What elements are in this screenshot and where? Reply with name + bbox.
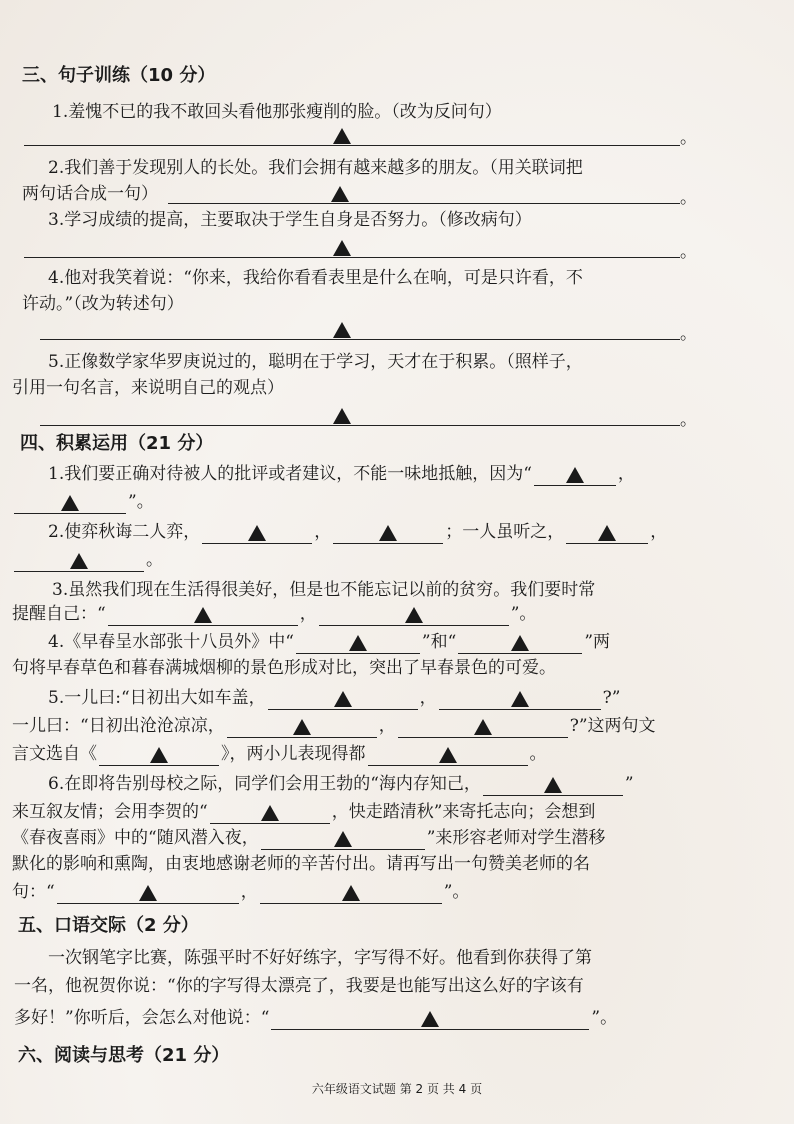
triangle-icon <box>333 322 351 338</box>
q3-2-text-cont: 两句话合成一句） <box>22 184 158 204</box>
q3-2-answer-line[interactable] <box>168 182 680 206</box>
triangle-icon <box>333 240 351 256</box>
q5-para-line3: 多好！”你听后，会怎么对他说：“ ”。 <box>14 1008 618 1028</box>
triangle-icon <box>139 885 157 901</box>
q4-6-blank-5[interactable] <box>260 881 442 904</box>
q4-4-blank-2[interactable] <box>458 631 582 654</box>
q4-5-line3: 言文选自《 》，两小儿表现得都 。 <box>12 744 547 764</box>
triangle-icon <box>61 495 79 511</box>
q4-6-blank-1[interactable] <box>483 773 623 796</box>
q4-6-line1: 6.在即将告别母校之际，同学们会用王勃的“海内存知己， ” <box>48 774 634 794</box>
q3-5-text: 5.正像数学家华罗庚说过的，聪明在于学习，天才在于积累。（照样子， <box>48 352 583 372</box>
triangle-icon <box>333 408 351 424</box>
q5-blank[interactable] <box>271 1007 589 1030</box>
triangle-icon <box>333 128 351 144</box>
q4-6-blank-4[interactable] <box>57 881 239 904</box>
q4-6-line2: 来互叙友情；会用李贺的“ ，快走踏清秋”来寄托志向；会想到 <box>12 802 596 822</box>
q3-1-answer-line[interactable] <box>24 124 680 148</box>
triangle-icon <box>293 719 311 735</box>
section-6-title: 六、阅读与思考（21 分） <box>18 1045 230 1066</box>
triangle-icon <box>150 747 168 763</box>
q4-3-line2: 提醒自己：“ ， ”。 <box>12 604 537 624</box>
q4-3-line1: 3.虽然我们现在生活得很美好，但是也不能忘记以前的贫穷。我们要时常 <box>52 580 596 600</box>
q3-1-text: 1.羞愧不已的我不敢回头看他那张瘦削的脸。（改为反问句） <box>52 102 502 122</box>
exam-page: 三、句子训练（10 分） 1.羞愧不已的我不敢回头看他那张瘦削的脸。（改为反问句） 。 2.我们善于发现别人的长处。我们会拥有越来越多的朋友。（用关联词把 两句话合成一句） 。 3.学习成绩的提高，主要取决于学生自身是否努力。（修改病句） 。 4.他对我笑着说：“你来，我给你看看表里是什么在响，可是只许看，不 许动。”（改为转述句） 。 5.正像数学家华罗庚说过的，聪明在于学习，天才在于积累。（照样子， 引用一句名言，来说明自己的观点） 。 四、积累运用（21 分） 1.我们要正确对待被人的批评或者建议，不能一味地抵触，因为“ ， ”。 2.使弈秋诲二人弈， ， ；一人虽听之， ， 。 3.虽然我们现在生活得很美好，但是也不能忘记以前的贫穷。我们要时常 提醒自己：“ ， ”。 4.《早春呈水部张十八员外》中“ ”和“ ”两 句将早春草色和暮春满城烟柳的景色形成对比，突出了早春景色的可爱。 5.一儿曰:“日初出大如车盖， ， ?” 一儿曰：“日初出沧沧凉凉， ， ?”这两句文 言文选自《 》，两小儿表现得都 。 6.在即将告别母校之际，同学们会用王勃的“海内存知己， ” 来互叙友情；会用李贺的“ ，快走踏清秋”来寄托志向；会想到 《春夜喜雨》中的“随风潜入夜， ”来形容老师对学生潜移 默化的影响和熏陶，由衷地感谢老师的辛苦付出。请再写出一句赞美老师的名 句：“ ， ”。 五、口语交际（2 分） 一次钢笔字比赛，陈强平时不好好练字，字写得不好。他看到你获得了第 一名，他祝贺你说：“你的字写得太漂亮了，我要是也能写出这么好的字该有 多好！”你听后，会怎么对他说：“ ”。 六、阅读与思考（21 分） 六年级语文试题 第 2 页 共 4 页 <box>0 0 794 1124</box>
triangle-icon <box>349 635 367 651</box>
section-5-title: 五、口语交际（2 分） <box>18 915 199 936</box>
q3-3-answer-line[interactable] <box>24 236 680 260</box>
triangle-icon <box>566 467 584 483</box>
q4-6-blank-2[interactable] <box>210 801 330 824</box>
section-3-title: 三、句子训练（10 分） <box>22 65 216 86</box>
q4-4-blank-1[interactable] <box>296 631 420 654</box>
q4-2-line2: 。 <box>12 548 163 572</box>
triangle-icon <box>331 186 349 202</box>
q5-para-line1: 一次钢笔字比赛，陈强平时不好好练字，字写得不好。他看到你获得了第 <box>48 948 592 968</box>
q4-5-line2: 一儿曰：“日初出沧沧凉凉， ， ?”这两句文 <box>12 716 656 736</box>
q4-2-blank-3[interactable] <box>566 521 648 544</box>
triangle-icon <box>598 525 616 541</box>
q4-5-line1: 5.一儿曰:“日初出大如车盖， ， ?” <box>48 688 621 708</box>
q4-5-blank-1[interactable] <box>268 687 418 710</box>
q4-1-line2: ”。 <box>12 490 154 514</box>
triangle-icon <box>405 607 423 623</box>
triangle-icon <box>248 525 266 541</box>
triangle-icon <box>511 635 529 651</box>
q4-6-line4: 默化的影响和熏陶，由衷地感谢老师的辛苦付出。请再写出一句赞美老师的名 <box>12 854 590 874</box>
triangle-icon <box>511 691 529 707</box>
q3-4-text-cont: 许动。”（改为转述句） <box>22 294 184 314</box>
q4-6-blank-3[interactable] <box>261 827 425 850</box>
q4-5-blank-6[interactable] <box>368 743 528 766</box>
q4-4-line2: 句将早春草色和暮春满城烟柳的景色形成对比，突出了早春景色的可爱。 <box>12 658 556 678</box>
triangle-icon <box>439 747 457 763</box>
triangle-icon <box>379 525 397 541</box>
q3-4-answer-line[interactable] <box>40 318 680 342</box>
q4-6-line5: 句：“ ， ”。 <box>12 882 470 902</box>
q4-1-blank-2[interactable] <box>14 491 126 514</box>
q4-6-line3: 《春夜喜雨》中的“随风潜入夜， ”来形容老师对学生潜移 <box>12 828 606 848</box>
q3-5-text-cont: 引用一句名言，来说明自己的观点） <box>12 378 284 398</box>
triangle-icon <box>70 553 88 569</box>
q3-5-answer-line[interactable] <box>40 404 680 428</box>
triangle-icon <box>261 805 279 821</box>
q3-3-text: 3.学习成绩的提高，主要取决于学生自身是否努力。（修改病句） <box>48 210 532 230</box>
q4-3-blank-1[interactable] <box>108 603 298 626</box>
section-4-title: 四、积累运用（21 分） <box>20 433 214 454</box>
q4-3-blank-2[interactable] <box>319 603 509 626</box>
q5-para-line2: 一名，他祝贺你说：“你的字写得太漂亮了，我要是也能写出这么好的字该有 <box>14 976 584 996</box>
triangle-icon <box>194 607 212 623</box>
q4-2-blank-2[interactable] <box>333 521 443 544</box>
q4-1-blank-1[interactable] <box>534 463 616 486</box>
triangle-icon <box>544 777 562 793</box>
q4-5-blank-3[interactable] <box>227 715 377 738</box>
page-footer: 六年级语文试题 第 2 页 共 4 页 <box>311 1082 483 1096</box>
triangle-icon <box>342 885 360 901</box>
q3-4-text: 4.他对我笑着说：“你来，我给你看看表里是什么在响，可是只许看，不 <box>48 268 583 288</box>
triangle-icon <box>334 691 352 707</box>
q4-5-blank-4[interactable] <box>398 715 568 738</box>
q4-1-line1: 1.我们要正确对待被人的批评或者建议，不能一味地抵触，因为“ ， <box>48 464 635 484</box>
q4-4-line1: 4.《早春呈水部张十八员外》中“ ”和“ ”两 <box>48 632 611 652</box>
q4-2-line1: 2.使弈秋诲二人弈， ， ；一人虽听之， ， <box>48 522 668 542</box>
triangle-icon <box>421 1011 439 1027</box>
q4-2-blank-4[interactable] <box>14 549 144 572</box>
q4-2-blank-1[interactable] <box>202 521 312 544</box>
triangle-icon <box>334 831 352 847</box>
q4-5-blank-5[interactable] <box>99 743 219 766</box>
triangle-icon <box>474 719 492 735</box>
q3-2-text: 2.我们善于发现别人的长处。我们会拥有越来越多的朋友。（用关联词把 <box>48 158 583 178</box>
q4-5-blank-2[interactable] <box>439 687 601 710</box>
